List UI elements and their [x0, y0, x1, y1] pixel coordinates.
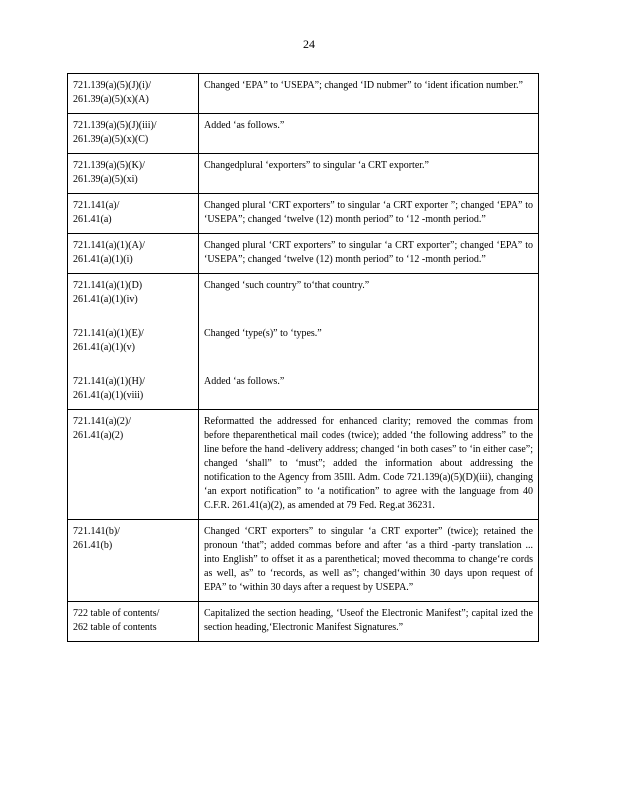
- section-reference: 721.141(a)(1)(D): [73, 280, 143, 291]
- section-reference: 261.39(a)(5)(xi): [73, 174, 138, 185]
- change-description-cell: [199, 274, 539, 410]
- change-description: Changed ‘CRT exporters” to singular ‘a CRT exporter” (twice); retained the pronoun ‘that”; added commas before and after ‘as a third -party translation ... into English” to offset it as a parenthetical; moved thecomma to change‘re cords as well, as” to ‘records, as well as”; changed‘within 30 days upon request of EPA” to ‘within 30 days after a request by USEPA.”: [199, 520, 539, 602]
- table-row: [68, 520, 539, 602]
- change-description: Changed plural ‘CRT exporters” to singular ‘a CRT exporter ”; changed ‘EPA” to ‘USEPA”; changed ‘twelve (12) month period” to ‘12 -month period.”: [199, 194, 539, 234]
- section-reference: 721.141(a)(1)(H)/: [73, 376, 145, 387]
- section-reference: 722 table of contents/: [73, 608, 160, 619]
- section-reference-cell: [68, 154, 199, 194]
- section-reference-cell: [68, 410, 199, 520]
- section-reference: 721.139(a)(5)(K)/: [73, 160, 145, 171]
- reference-group: [73, 327, 193, 355]
- section-reference-cell: [68, 74, 199, 114]
- change-description: Changed ‘EPA” to ‘USEPA”; changed ‘ID nubmer” to ‘ident ification number.”: [199, 74, 539, 114]
- section-reference: 261.39(a)(5)(x)(A): [73, 94, 149, 105]
- change-description: Changed ‘type(s)” to ‘types.”: [204, 328, 322, 339]
- change-description: Added ‘as follows.”: [199, 114, 539, 154]
- table-row: [68, 274, 539, 410]
- section-reference: 261.41(a)(1)(iv): [73, 294, 138, 305]
- section-reference: 261.41(a): [73, 214, 112, 225]
- table-row: [68, 602, 539, 642]
- section-reference: 721.141(a)(2)/: [73, 416, 132, 427]
- reference-group: [73, 279, 193, 307]
- section-reference: 261.41(a)(2): [73, 430, 124, 441]
- table-row: [68, 154, 539, 194]
- page-number: 24: [303, 37, 315, 51]
- section-reference: 261.41(a)(1)(v): [73, 342, 135, 353]
- section-reference: 261.39(a)(5)(x)(C): [73, 134, 149, 145]
- change-description: Changed ‘such country” to‘that country.”: [204, 280, 370, 291]
- section-reference-cell: [68, 114, 199, 154]
- section-reference: 721.141(a)(1)(A)/: [73, 240, 145, 251]
- section-reference: 721.139(a)(5)(J)(i)/: [73, 80, 152, 91]
- section-reference-cell: [68, 602, 199, 642]
- change-description: Reformatted the addressed for enhanced clarity; removed the commas from before theparenthetical mail codes (twice); added ‘the following address” to the line before the hand -delivery address; changed ‘in both cases” to ‘in either case”; changed ‘shall” to ‘must”; added the information about addressing the notification to the Agency from 35Ill. Adm. Code 721.139(a)(5)(D)(iii), changing ‘an export notification” to ‘a notification” to agree with the language from 40 C.F.R. 261.41(a)(2), as amended at 79 Fed. Reg.at 36231.: [199, 410, 539, 520]
- change-description: Added ‘as follows.”: [204, 376, 285, 387]
- change-description: Capitalized the section heading, ‘Useof the Electronic Manifest”; capital ized the section heading,‘Electronic Manifest Signatures.”: [199, 602, 539, 642]
- amendments-table: [67, 73, 539, 642]
- section-reference-cell: [68, 194, 199, 234]
- section-reference: 261.41(b): [73, 540, 113, 551]
- section-reference: 721.141(b)/: [73, 526, 120, 537]
- section-reference: 721.141(a)/: [73, 200, 120, 211]
- section-reference: 261.41(a)(1)(viii): [73, 390, 144, 401]
- section-reference-cell: [68, 274, 199, 410]
- section-reference-cell: [68, 520, 199, 602]
- change-description: Changed plural ‘CRT exporters” to singular ‘a CRT exporter”; changed ‘EPA” to ‘USEPA”; changed ‘twelve (12) month period” to ‘12 -month period.”: [199, 234, 539, 274]
- section-reference: 721.141(a)(1)(E)/: [73, 328, 144, 339]
- table-row: [68, 410, 539, 520]
- section-reference: 261.41(a)(1)(i): [73, 254, 133, 265]
- change-description: Changedplural ‘exporters” to singular ‘a CRT exporter.”: [199, 154, 539, 194]
- section-reference-cell: [68, 234, 199, 274]
- table-row: [68, 234, 539, 274]
- reference-group: [73, 375, 193, 403]
- table-row: [68, 114, 539, 154]
- table-row: [68, 74, 539, 114]
- section-reference: 721.139(a)(5)(J)(iii)/: [73, 120, 157, 131]
- section-reference: 262 table of contents: [73, 622, 157, 633]
- table-row: [68, 194, 539, 234]
